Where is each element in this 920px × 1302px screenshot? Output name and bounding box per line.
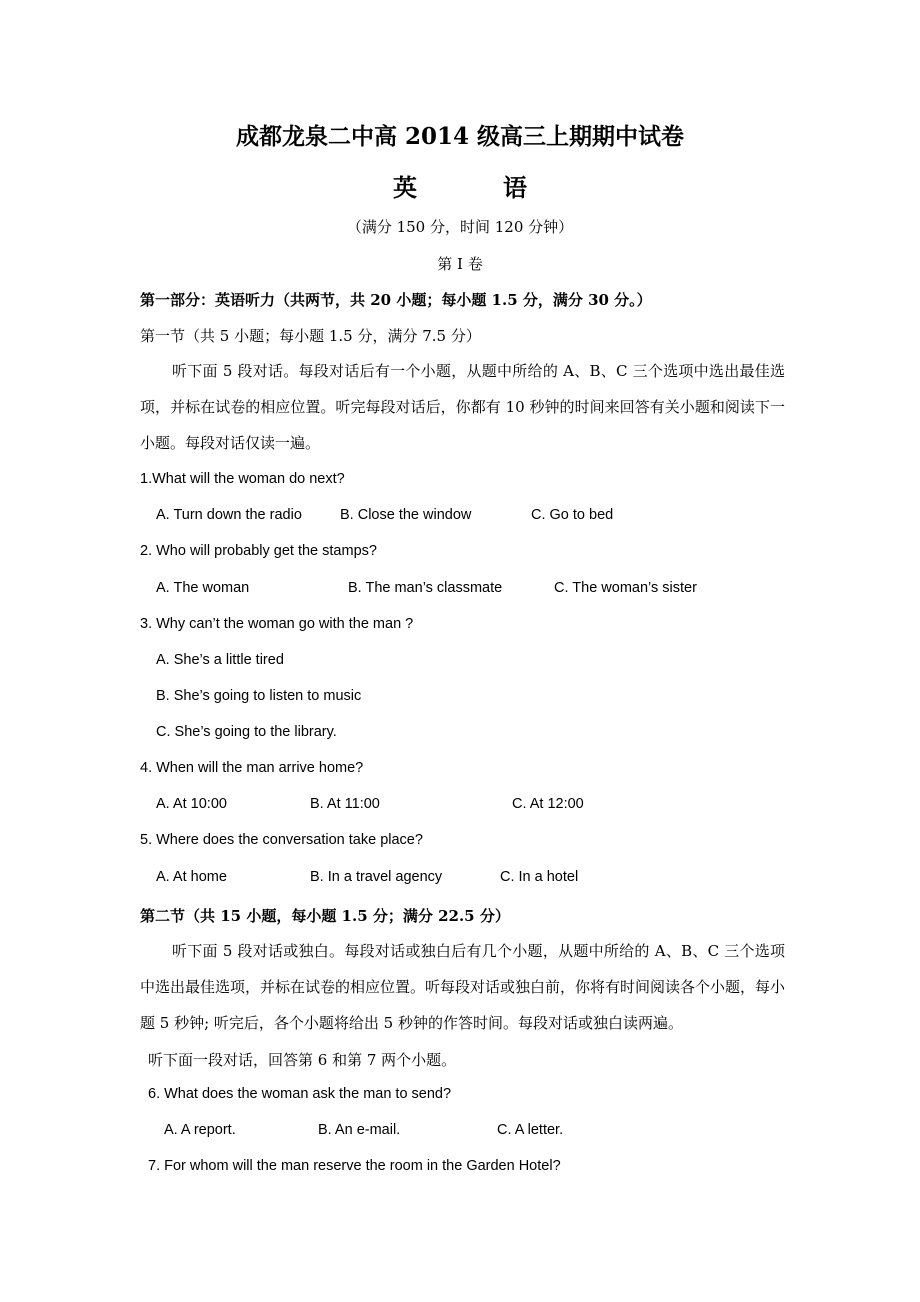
question-5-option-b: B. In a travel agency [310,869,443,885]
question-6-option-c: C. A letter. [497,1122,564,1138]
section1-heading: 第一节（共 5 小题；每小题 1.5 分，满分 7.5 分） [140,327,481,345]
question-6: 6. What does the woman ask the man to send? [148,1086,452,1102]
question-7: 7. For whom will the man reserve the room in the Garden Hotel? [148,1158,561,1174]
question-2-option-b: B. The man’s classmate [348,580,503,596]
question-3-option-c: C. She’s going to the library. [156,724,337,740]
volume-label: 第 I 卷 [437,255,483,273]
question-4-option-c: C. At 12:00 [512,796,584,812]
part1-heading: 第一部分：英语听力（共两节，共 20 小题；每小题 1.5 分，满分 30 分。） [140,291,652,309]
question-4: 4. When will the man arrive home? [140,760,364,776]
section1-instructions: 听下面 5 段对话。每段对话后有一个小题，从题中所给的 A、B、C 三个选项中选出最佳选项，并标在试卷的相应位置。听完每段对话后，你都有 10 秒钟的时间来回答有关小题和阅读下一小题。每段对话仅读一遍。 [140,362,785,452]
question-5-option-a: A. At home [156,869,227,885]
question-2-option-c: C. The woman’s sister [554,580,697,596]
question-1: 1.What will the woman do next? [140,471,345,487]
section2-heading: 第二节（共 15 小题，每小题 1.5 分；满分 22.5 分） [140,907,510,925]
dialogue-intro-6-7: 听下面一段对话，回答第 6 和第 7 两个小题。 [148,1051,457,1069]
question-6-option-a: A. A report. [164,1122,236,1138]
question-4-option-a: A. At 10:00 [156,796,227,812]
question-5: 5. Where does the conversation take place? [140,832,423,848]
question-1-option-a: A. Turn down the radio [156,507,302,523]
question-3-option-a: A. She’s a little tired [156,652,284,668]
question-1-option-c: C. Go to bed [531,507,614,523]
question-2: 2. Who will probably get the stamps? [140,543,377,559]
question-4-option-b: B. At 11:00 [310,796,380,812]
score-time-note: （满分 150 分，时间 120 分钟） [346,218,574,236]
subject-char-left: 英 [393,173,417,202]
question-2-option-a: A. The woman [156,580,250,596]
exam-title: 成都龙泉二中高 2014 级高三上期期中试卷 [235,123,685,150]
question-3-option-b: B. She’s going to listen to music [156,688,362,704]
question-1-option-b: B. Close the window [340,507,472,523]
subject-heading [0,168,920,203]
subject-char-right: 语 [503,173,527,202]
question-3: 3. Why can’t the woman go with the man ? [140,616,414,632]
section2-instructions: 听下面 5 段对话或独白。每段对话或独白后有几个小题，从题中所给的 A、B、C 三个选项中选出最佳选项，并标在试卷的相应位置。听每段对话或独白前，你将有时间阅读各个小题，每小题 5 秒钟; 听完后，各个小题将给出 5 秒钟的作答时间。每段对话或独白读两遍。 [140,942,786,1032]
question-5-option-c: C. In a hotel [500,869,579,885]
question-6-option-b: B. An e-mail. [318,1122,401,1138]
